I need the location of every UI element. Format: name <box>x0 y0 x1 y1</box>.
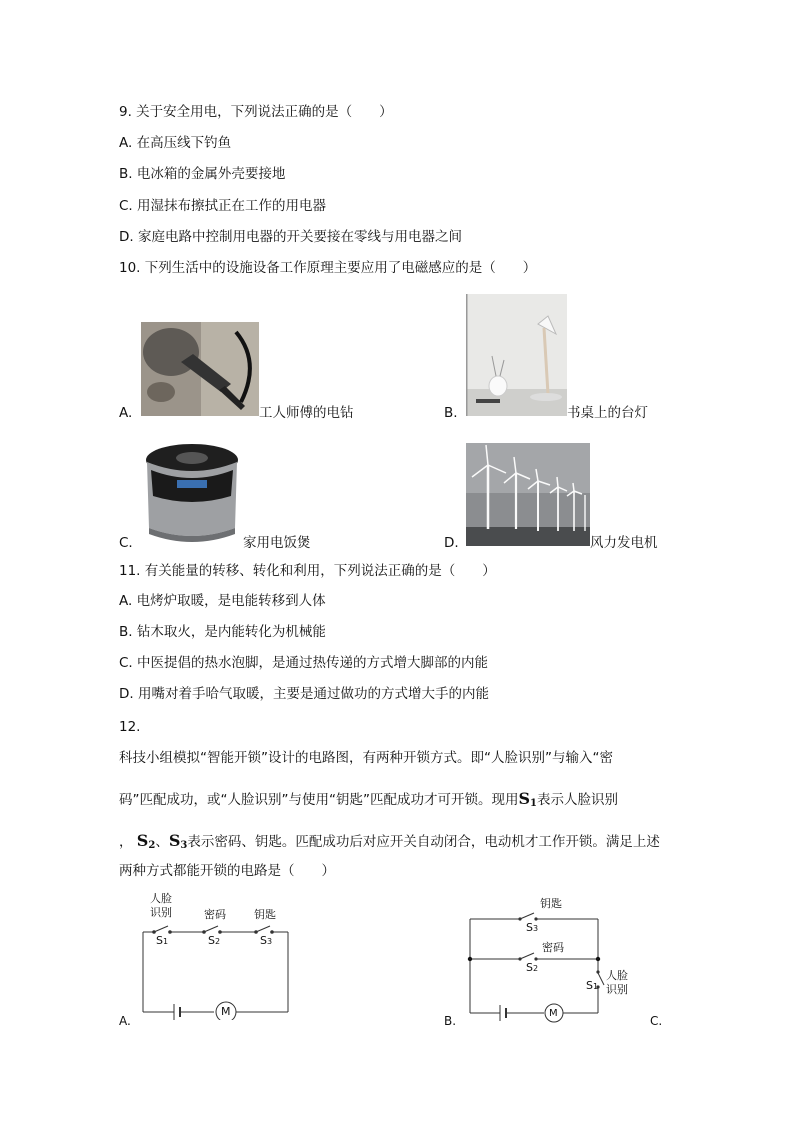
q10-option-b-letter: B. <box>444 405 458 421</box>
q12-option-c-letter: C. <box>650 1014 663 1028</box>
circuit-a-s1: S1 <box>156 934 169 947</box>
q12-line3: ， $S_2$、$S_3$表示密码、钥匙。匹配成功后对应开关自动闭合，电动机才工作开锁。满足上述 <box>119 831 660 851</box>
q9-stem: 9. 关于安全用电，下列说法正确的是（ ） <box>119 104 393 120</box>
circuit-a-s2: S2 <box>208 934 221 947</box>
q11-option-c: C. 中医提倡的热水泡脚，是通过热传递的方式增大脚部的内能 <box>119 655 489 671</box>
q12-number: 12. <box>119 719 141 735</box>
q10-option-a-letter: A. <box>119 405 133 421</box>
desk-lamp-photo <box>466 294 567 416</box>
circuit-a-password-label: 密码 <box>204 908 226 921</box>
q11-option-b: B. 钻木取火，是内能转化为机械能 <box>119 624 326 640</box>
q10-stem: 10. 下列生活中的设施设备工作原理主要应用了电磁感应的是（ ） <box>119 260 537 276</box>
q10-option-d-caption: 风力发电机 <box>590 535 658 551</box>
circuit-a-key-label: 钥匙 <box>254 908 276 921</box>
q12-line2: 码”匹配成功，或“人脸识别”与使用“钥匙”匹配成功才可开锁。现用$S_1$表示人脸识别 <box>119 789 618 809</box>
circuit-b-s2: S2 <box>526 961 539 974</box>
circuit-a-motor-label: M <box>221 1005 231 1018</box>
electric-drill-photo <box>141 322 259 416</box>
q12-line4: 两种方式都能开锁的电路是（ ） <box>119 863 335 879</box>
circuit-b-s3: S3 <box>526 921 539 934</box>
circuit-b-face-label-2: 识别 <box>606 983 628 996</box>
s3-symbol: $S_3$ <box>168 831 188 851</box>
q9-option-b: B. 电冰箱的金属外壳要接地 <box>119 166 286 182</box>
circuit-b-face-label-1: 人脸 <box>606 969 628 982</box>
circuit-b-password-label: 密码 <box>542 941 564 954</box>
q11-stem: 11. 有关能量的转移、转化和利用，下列说法正确的是（ ） <box>119 563 496 579</box>
circuit-a-face-label-2: 识别 <box>150 906 172 919</box>
q10-option-c-letter: C. <box>119 535 133 551</box>
q10-option-a-caption: 工人师傅的电钻 <box>259 405 354 421</box>
q11-option-d: D. 用嘴对着手哈气取暖，主要是通过做功的方式增大手的内能 <box>119 686 489 702</box>
s1-symbol: $S_1$ <box>518 789 537 809</box>
circuit-a-s3: S3 <box>260 934 273 947</box>
q12-option-a-letter: A. <box>119 1014 131 1028</box>
q10-option-d-letter: D. <box>444 535 459 551</box>
circuit-b-diagram <box>462 893 642 1023</box>
s2-symbol: $S_2$ <box>136 831 156 851</box>
q12-option-b-letter: B. <box>444 1014 457 1028</box>
circuit-b-motor-label: M <box>549 1008 558 1019</box>
circuit-b-key-label: 钥匙 <box>540 897 562 910</box>
wind-turbines-photo <box>466 443 590 546</box>
circuit-a-diagram <box>138 890 298 1020</box>
circuit-a-face-label-1: 人脸 <box>150 892 172 905</box>
circuit-b-s1: S1 <box>586 979 599 992</box>
rice-cooker-photo <box>141 436 243 546</box>
q11-option-a: A. 电烤炉取暖，是电能转移到人体 <box>119 593 326 609</box>
q10-option-c-caption: 家用电饭煲 <box>243 535 311 551</box>
q9-option-c: C. 用湿抹布擦拭正在工作的用电器 <box>119 198 327 214</box>
q9-option-a: A. 在高压线下钓鱼 <box>119 135 232 151</box>
q10-option-b-caption: 书桌上的台灯 <box>567 405 648 421</box>
q12-line1: 科技小组模拟“智能开锁”设计的电路图，有两种开锁方式。即“人脸识别”与输入“密 <box>119 750 613 766</box>
q9-option-d: D. 家庭电路中控制用电器的开关要接在零线与用电器之间 <box>119 229 462 245</box>
